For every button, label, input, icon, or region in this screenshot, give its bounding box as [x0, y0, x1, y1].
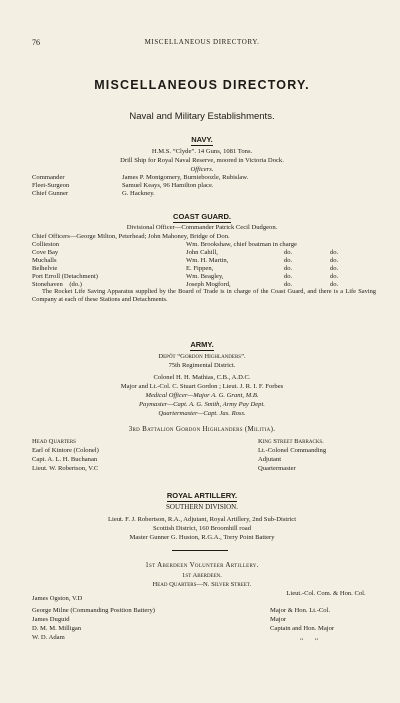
main-title: MISCELLANEOUS DIRECTORY.: [94, 78, 310, 92]
navy-drill: Drill Ship for Royal Naval Reserve, moored in Victoria Dock.: [120, 157, 284, 164]
navy-row-title-3: Chief Gunner: [32, 190, 69, 197]
royal-artillery-line3: Master Gunner G. Huston, R.G.A., Torry Point Battery: [129, 534, 275, 541]
navy-row-title-2: Fleet-Surgeon: [32, 182, 70, 189]
cg-c1-5: do.: [284, 273, 293, 280]
militia-left-3: Capt. A. L. H. Buchanan: [32, 456, 98, 463]
army-district: 75th Regimental District.: [168, 362, 236, 369]
cg-c2-6: do.: [330, 281, 339, 288]
volunteer-right-3: Major: [270, 616, 287, 623]
navy-row-detail-1: James P. Montgomery, Burnieboozle, Rubislaw.: [122, 174, 249, 181]
army-colonel: Colonel H. H. Mathias, C.B., A.D.C.: [153, 374, 251, 381]
navy-row-detail-2: Samuel Keays, 96 Hamilton place.: [122, 182, 214, 189]
volunteer-right-5: ,, ,,: [300, 634, 319, 641]
army-paymaster: Paymaster—Capt. A. G. Smith, Army Pay Dept.: [139, 401, 265, 408]
page-number: 76: [32, 38, 40, 47]
coast-guard-note: The Rocket Life Saving Apparatus supplied by the Board of Trade is in charge of the Coast Guard, and there is a Life Saving Company at each of these Stations and Detachments.: [32, 288, 376, 303]
cg-place-1: Collieston: [32, 241, 60, 248]
cg-place-4: Belhelvie: [32, 265, 58, 272]
cg-place-6: Stonehaven (do.): [32, 281, 82, 288]
cg-name-2: John Cahill,: [186, 249, 218, 256]
cg-c1-3: do.: [284, 257, 293, 264]
navy-row-title-1: Commander: [32, 174, 65, 181]
cg-c2-2: do.: [330, 249, 339, 256]
navy-officers-label: Officers.: [190, 166, 214, 173]
army-depot: Depôt “Gordon Highlanders”.: [158, 353, 246, 360]
navy-row-detail-3: G. Hackney.: [122, 190, 155, 197]
cg-name-3: Wm. H. Martin,: [186, 257, 229, 264]
militia-left-4: Lieut. W. Robertson, V.C: [32, 465, 99, 472]
cg-name-1: Wm. Brookshaw, chief boatman in charge: [186, 241, 297, 248]
militia-left-1: Head Quarters: [32, 438, 76, 445]
cg-c1-4: do.: [284, 265, 293, 272]
army-medical: Medical Officer—Major A. G. Grant, M.B.: [145, 392, 259, 399]
volunteer-right-1: Lieut.-Col. Com. & Hon. Col.: [286, 590, 366, 597]
navy-heading: NAVY.: [191, 135, 213, 144]
running-title: MISCELLANEOUS DIRECTORY.: [144, 38, 260, 46]
coast-guard-heading: COAST GUARD.: [173, 212, 231, 221]
volunteer-hq: Head Quarters—N. Silver Street.: [152, 581, 252, 588]
volunteer-left-3: James Duguid: [32, 616, 70, 623]
subtitle: Naval and Military Establishments.: [129, 111, 275, 122]
cg-name-5: Wm. Beagley,: [186, 273, 224, 280]
cg-c2-4: do.: [330, 265, 339, 272]
volunteer-heading: 1st Aberdeen Volunteer Artillery.: [145, 561, 259, 569]
cg-name-6: Joseph Mogford,: [186, 281, 231, 288]
volunteer-sub: 1st Aberdeen.: [182, 572, 222, 579]
militia-left-2: Earl of Kintore (Colonel): [32, 447, 99, 454]
militia-heading: 3rd Battalion Gordon Highlanders (Militia).: [128, 425, 276, 433]
militia-right-1: King Street Barracks.: [258, 438, 324, 445]
volunteer-left-4: D. M. M. Milligan: [32, 625, 82, 632]
volunteer-left-2: George Milne (Commanding Position Battery): [32, 607, 155, 614]
royal-artillery-line1: Lieut. F. J. Robertson, R.A., Adjutant, Royal Artillery, 2nd Sub-District: [107, 516, 297, 523]
cg-name-4: E. Fippen,: [186, 265, 214, 272]
cg-c2-5: do.: [330, 273, 339, 280]
coast-guard-divisional: Divisional Officer—Commander Patrick Cecil Dudgeon.: [126, 224, 278, 231]
royal-artillery-heading: ROYAL ARTILLERY.: [166, 491, 238, 500]
royal-artillery-line2: Scottish District, 160 Broomhill road: [153, 525, 251, 532]
army-heading: ARMY.: [190, 340, 214, 349]
cg-place-3: Muchalls: [32, 257, 57, 264]
militia-right-4: Quartermaster: [258, 465, 296, 472]
navy-ship: H.M.S. “Clyde”. 14 Guns, 1081 Tons.: [151, 148, 253, 155]
cg-c1-2: do.: [284, 249, 293, 256]
volunteer-right-2: Major & Hon. Lt.-Col.: [270, 607, 331, 614]
cg-place-2: Cove Bay: [32, 249, 59, 256]
militia-right-2: Lt.-Colonel Commanding: [258, 447, 327, 454]
cg-c2-3: do.: [330, 257, 339, 264]
army-quartermaster: Quartermaster—Capt. Jas. Ross.: [158, 410, 246, 417]
volunteer-left-1: James Ogston, V.D: [32, 595, 83, 602]
volunteer-right-4: Captain and Hon. Major: [270, 625, 335, 632]
royal-artillery-division: SOUTHERN DIVISION.: [166, 503, 238, 511]
militia-right-3: Adjutant: [258, 456, 282, 463]
volunteer-left-5: W. D. Adam: [32, 634, 65, 641]
section-divider: [172, 550, 228, 551]
army-major: Major and Lt.-Col. C. Stuart Gordon ; Lieut. J. R. I. F. Forbes: [120, 383, 284, 390]
cg-c1-6: do.: [284, 281, 293, 288]
coast-guard-chief: Chief Officers—George Milton, Peterhead; John Mahoney, Bridge of Don.: [32, 233, 230, 240]
cg-place-5: Port Erroll (Detachment): [32, 273, 98, 280]
